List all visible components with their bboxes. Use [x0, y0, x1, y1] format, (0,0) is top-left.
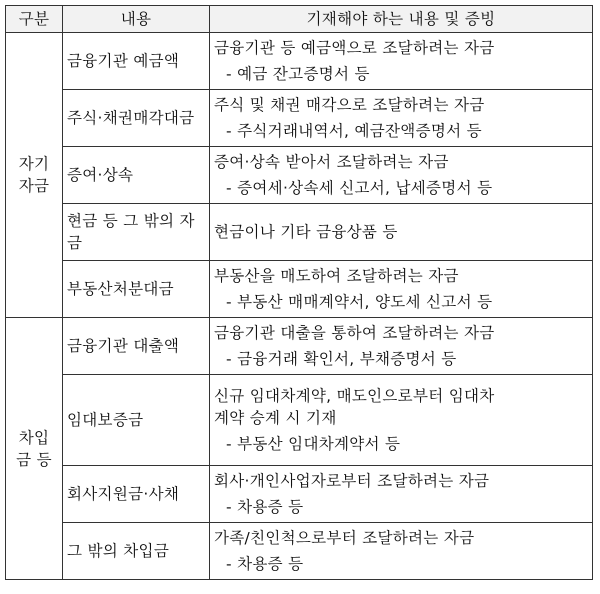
group-borrowed-funds — [6, 318, 63, 580]
description-text: 회사·개인사업자로부터 조달하려는 자금 — [214, 472, 490, 490]
item-cell: 임대보증금 — [63, 375, 210, 466]
proof-text: - 차용증 등 — [226, 498, 304, 516]
description-cell — [210, 204, 593, 261]
header-row — [6, 6, 593, 33]
table-row — [6, 318, 593, 375]
table-row — [6, 204, 593, 261]
description-cell — [210, 375, 593, 466]
item-cell: 그 밖의 차입금 — [63, 523, 210, 580]
description-text: 금융기관 등 예금액으로 조달하려는 자금 — [214, 39, 495, 57]
description-text: 가족/친인척으로부터 조달하려는 자금 — [214, 529, 475, 547]
table-row — [6, 90, 593, 147]
item-cell: 부동산처분대금 — [63, 261, 210, 318]
item-cell: 증여·상속 — [63, 147, 210, 204]
group-label-line: 자기 — [18, 155, 50, 173]
header-description: 기재해야 하는 내용 및 증빙 — [210, 6, 593, 33]
group-label-line: 자금 — [18, 177, 50, 195]
description-cell — [210, 90, 593, 147]
table-row — [6, 375, 593, 466]
description-text: 부동산을 매도하여 조달하려는 자금 — [214, 267, 459, 285]
header-item: 내용 — [63, 6, 210, 33]
header-group: 구분 — [6, 6, 63, 33]
group-own-funds — [6, 33, 63, 318]
description-cell — [210, 523, 593, 580]
description-text: 증여·상속 받아서 조달하려는 자금 — [214, 153, 449, 171]
proof-text: - 주식거래내역서, 예금잔액증명서 등 — [226, 122, 482, 140]
item-cell: 회사지원금·사채 — [63, 466, 210, 523]
description-cell — [210, 33, 593, 90]
table-row — [6, 147, 593, 204]
description-cell — [210, 147, 593, 204]
table-row — [6, 466, 593, 523]
description-cell — [210, 466, 593, 523]
description-cell — [210, 261, 593, 318]
proof-text: - 예금 잔고증명서 등 — [226, 65, 370, 83]
funding-source-table — [5, 5, 593, 580]
proof-text: - 차용증 등 — [226, 555, 304, 573]
item-cell: 현금 등 그 밖의 자금 — [63, 204, 210, 261]
item-cell: 주식·채권매각대금 — [63, 90, 210, 147]
item-cell: 금융기관 예금액 — [63, 33, 210, 90]
description-text: 금융기관 대출을 통하여 조달하려는 자금 — [214, 324, 495, 342]
group-label-line: 차입 — [18, 428, 50, 447]
description-text: 주식 및 채권 매각으로 조달하려는 자금 — [214, 96, 485, 114]
proof-text: - 금융거래 확인서, 부채증명서 등 — [226, 350, 457, 368]
item-cell: 금융기관 대출액 — [63, 318, 210, 375]
proof-text: - 부동산 매매계약서, 양도세 신고서 등 — [226, 293, 493, 311]
description-text: 현금이나 기타 금융상품 등 — [214, 223, 398, 241]
description-text: 신규 임대차계약, 매도인으로부터 임대차 — [214, 387, 495, 405]
proof-text: - 부동산 임대차계약서 등 — [226, 435, 401, 453]
table-row — [6, 261, 593, 318]
description-cell — [210, 318, 593, 375]
description-text: 계약 승계 시 기재 — [214, 409, 337, 427]
group-label-line: 금 등 — [16, 450, 52, 469]
table-row — [6, 523, 593, 580]
proof-text: - 증여세·상속세 신고서, 납세증명서 등 — [226, 179, 493, 197]
table-row — [6, 33, 593, 90]
